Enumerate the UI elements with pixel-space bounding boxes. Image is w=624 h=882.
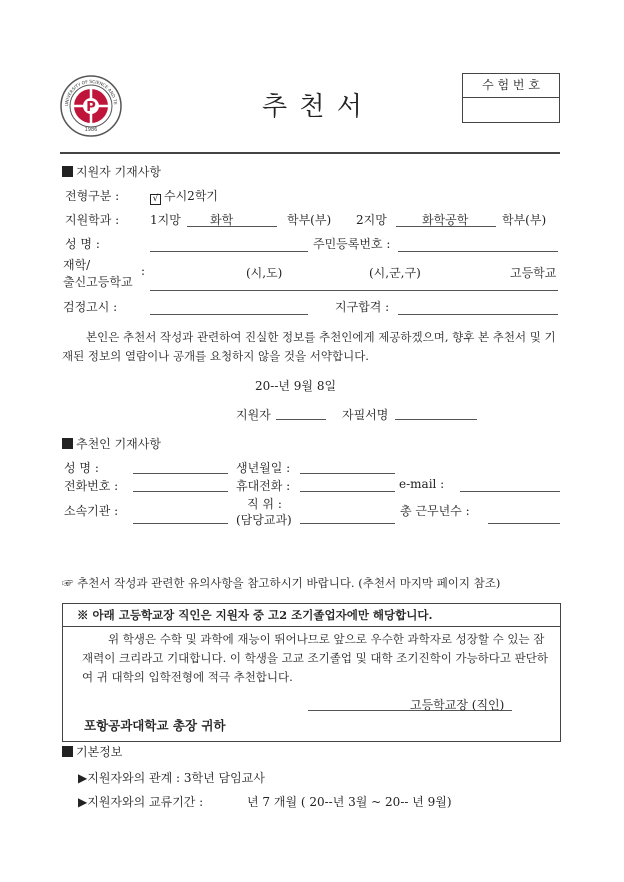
signature-label: 자필서명 bbox=[342, 408, 389, 422]
exam-number-field[interactable] bbox=[463, 98, 559, 122]
phone-field[interactable] bbox=[133, 491, 228, 492]
name-label: 성 명 : bbox=[65, 237, 100, 251]
dept-label: 지원학과 : bbox=[65, 213, 120, 227]
applicant-section-title bbox=[62, 163, 161, 180]
square-bullet-icon bbox=[62, 746, 73, 757]
id-field[interactable] bbox=[398, 251, 558, 252]
logo-letter: P bbox=[86, 100, 96, 115]
choice2-underline bbox=[396, 226, 496, 227]
ged-field[interactable] bbox=[150, 314, 308, 315]
choice1-underline bbox=[187, 226, 277, 227]
signature-field[interactable] bbox=[395, 419, 477, 420]
school-colon: : bbox=[141, 264, 146, 278]
period-value: 년 7 개월 ( 20--년 3월 ~ 20-- 년 9월) bbox=[247, 795, 452, 809]
id-label: 주민등록번호 : bbox=[313, 237, 391, 251]
years-field[interactable] bbox=[488, 523, 560, 524]
seal-label: 고등학교장 (직인) bbox=[410, 698, 505, 712]
choice1-value[interactable]: 화학 bbox=[210, 213, 234, 227]
school-suffix: 고등학교 bbox=[510, 266, 557, 280]
phone-label: 전화번호 : bbox=[64, 479, 119, 493]
basic-section-label: 기본정보 bbox=[76, 745, 123, 759]
header-divider bbox=[60, 152, 560, 154]
birth-label: 생년월일 : bbox=[236, 461, 291, 475]
rec-name-label: 성 명 : bbox=[64, 461, 99, 475]
ged-label: 검정고시 : bbox=[63, 300, 118, 314]
page-title: 추 천 서 bbox=[262, 92, 364, 122]
exam-number-label: 수 험 번 호 bbox=[463, 74, 559, 98]
region-field[interactable] bbox=[398, 314, 558, 315]
email-label: e-mail : bbox=[399, 477, 445, 491]
choice2-value[interactable]: 화학공학 bbox=[422, 213, 469, 227]
square-bullet-icon bbox=[62, 438, 73, 449]
org-label: 소속기관 : bbox=[64, 504, 119, 518]
choice2-unit: 학부(부) bbox=[502, 213, 547, 227]
school-label-2: 출신고등학교 bbox=[63, 275, 133, 289]
position-label-2: (담당교과) bbox=[236, 513, 292, 527]
type-checkbox[interactable] bbox=[150, 187, 218, 205]
logo-year: 1986 bbox=[84, 127, 98, 133]
choice1-label: 1지망 bbox=[150, 213, 181, 227]
period-label: ▶지원자와의 교류기간 : bbox=[78, 795, 204, 809]
choice1-unit: 학부(부) bbox=[287, 213, 332, 227]
principal-header: ※ 아래 고등학교장 직인은 지원자 중 고2 조기졸업자에만 해당합니다. bbox=[63, 604, 560, 627]
school-field[interactable] bbox=[150, 290, 558, 291]
school-city: (시,도) bbox=[246, 266, 283, 280]
applicant-sign-field[interactable] bbox=[276, 419, 326, 420]
years-label: 총 근무년수 : bbox=[400, 504, 470, 518]
relation-text: ▶지원자와의 관계 : 3학년 담임교사 bbox=[78, 771, 265, 785]
notice-text: ☞ 추천서 작성과 관련한 유의사항을 참고하시기 바랍니다. (추천서 마지막 페이지 참조) bbox=[62, 576, 501, 590]
applicant-sign-label: 지원자 bbox=[236, 408, 271, 422]
type-label: 전형구분 : bbox=[65, 189, 120, 203]
logo-ring-text: UNIVERSITY OF SCIENCE AND TE bbox=[64, 79, 117, 107]
position-field[interactable] bbox=[300, 523, 395, 524]
university-seal-icon bbox=[60, 75, 122, 137]
birth-field[interactable] bbox=[300, 473, 395, 474]
university-logo bbox=[60, 75, 122, 137]
recommender-section-label: 추천인 기재사항 bbox=[76, 437, 161, 451]
region-label: 지구합격 : bbox=[335, 300, 390, 314]
email-field[interactable] bbox=[460, 491, 560, 492]
basic-section-title bbox=[62, 743, 122, 760]
mobile-label: 휴대전화 : bbox=[236, 479, 291, 493]
school-county: (시,군,구) bbox=[369, 266, 421, 280]
principal-body: 위 학생은 수학 및 과학에 재능이 뛰어나므로 앞으로 우수한 과학자로 성장할 수 있는 잠재력이 크리라고 기대합니다. 이 학생을 고교 조기졸업 및 대학 조기진학이 가능하다고 판단하여 귀 대학의 입학전형에 적극 추천합니다. bbox=[82, 632, 549, 684]
type-value: 수시2학기 bbox=[164, 189, 219, 203]
recommender-section-title bbox=[62, 435, 161, 452]
school-label-1: 재학/ bbox=[63, 258, 91, 272]
org-field[interactable] bbox=[133, 523, 228, 524]
checkbox-checked-icon: √ bbox=[150, 194, 161, 205]
addressee: 포항공과대학교 총장 귀하 bbox=[84, 718, 226, 733]
consent-date: 20--년 9월 8일 bbox=[255, 379, 337, 393]
consent-text: 본인은 추천서 작성과 관련하여 진실한 정보를 추천인에게 제공하겠으며, 향후 본 추천서 및 기재된 정보의 열람이나 공개를 요청하지 않을 것을 서약합니다. bbox=[62, 330, 556, 363]
rec-name-field[interactable] bbox=[133, 473, 228, 474]
applicant-section-label: 지원자 기재사항 bbox=[76, 165, 161, 179]
exam-number-box bbox=[462, 73, 560, 123]
mobile-field[interactable] bbox=[300, 491, 395, 492]
name-field[interactable] bbox=[150, 251, 308, 252]
position-label-1: 직 위 : bbox=[247, 497, 282, 511]
choice2-label: 2지망 bbox=[356, 213, 387, 227]
square-bullet-icon bbox=[62, 166, 73, 177]
